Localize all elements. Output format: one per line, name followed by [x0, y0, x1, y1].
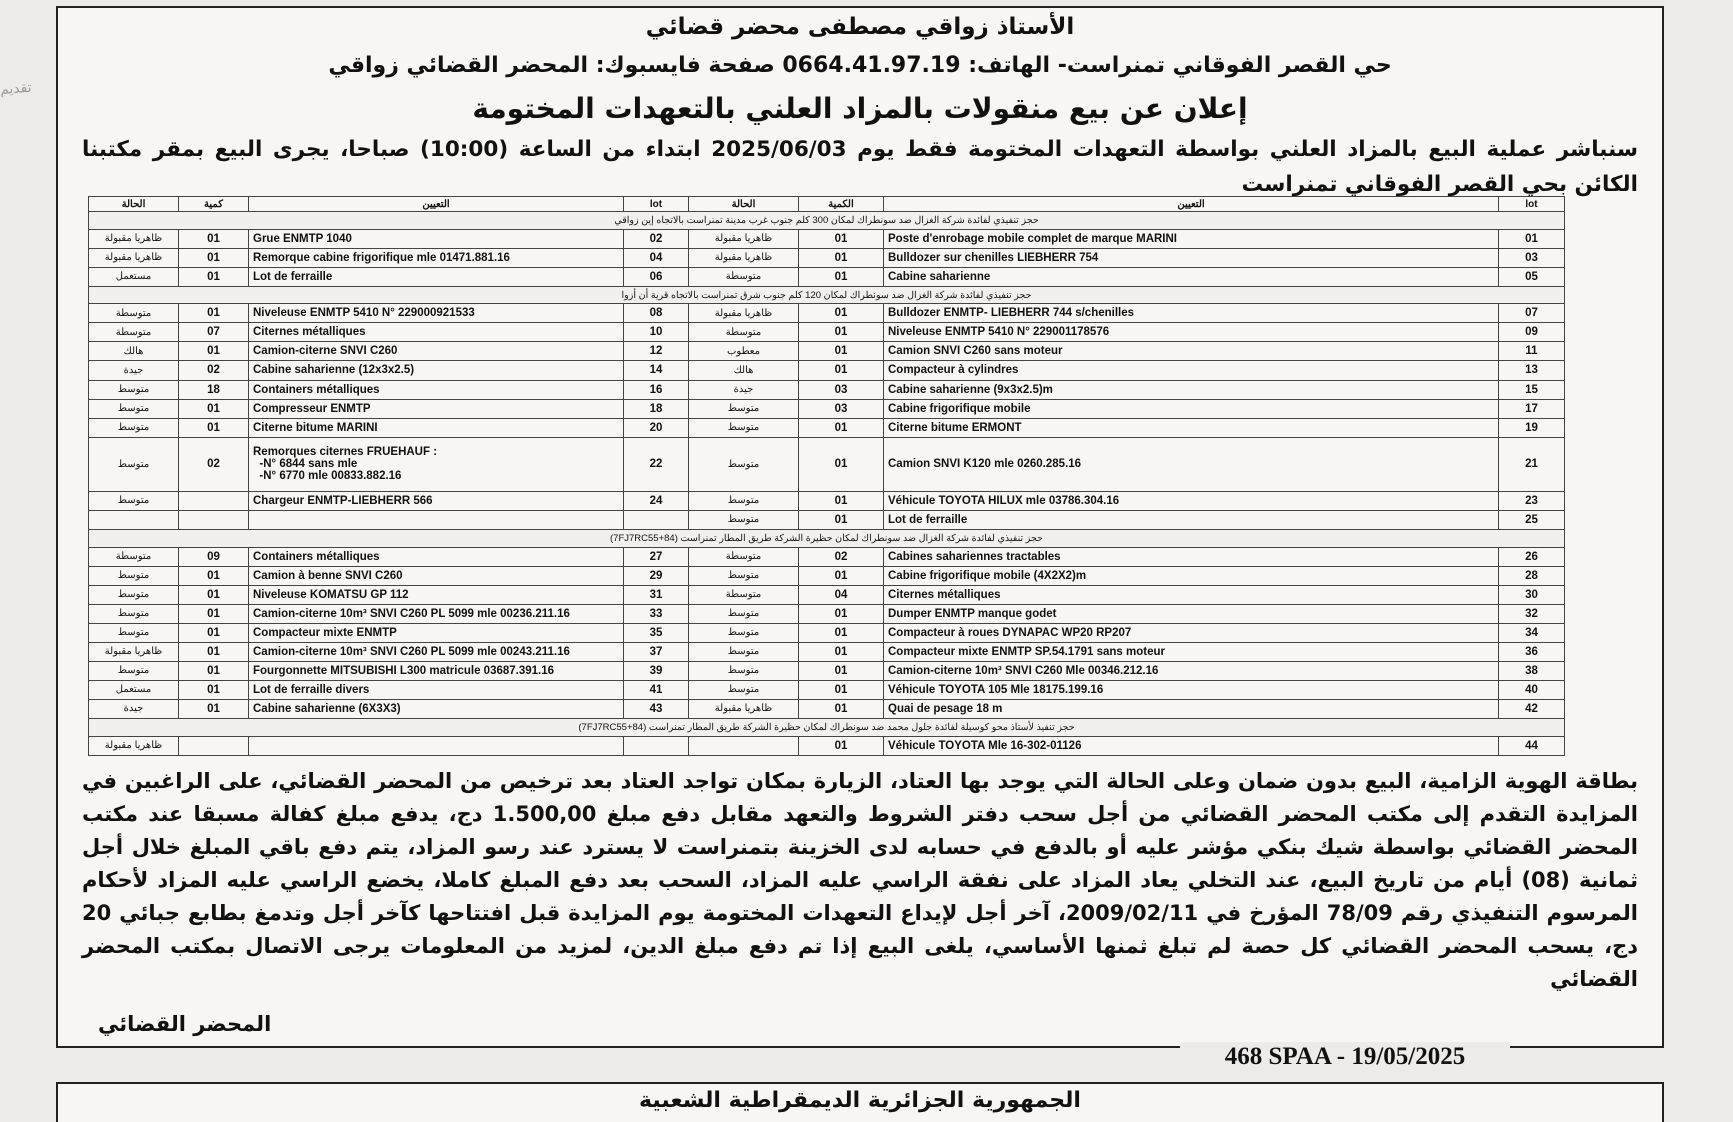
intro-paragraph: سنباشر عملية البيع بالمزاد العلني بواسطة التعهدات المختومة فقط يوم 2025/06/03 ابتداء من الساعة (10:00) صباحا، يجرى البيع بمقر مكتبنا الكائن بحي القصر الفوقاني تمنراست	[82, 137, 1638, 197]
cell-qty-right: 01	[799, 510, 884, 529]
cell-qty-left	[179, 510, 249, 529]
cell-designation-left: Fourgonnette MITSUBISHI L300 matricule 03687.391.16	[249, 661, 624, 680]
cell-qty-left: 01	[179, 642, 249, 661]
cell-lot-right: 01	[1499, 229, 1565, 248]
cell-lot-right: 17	[1499, 399, 1565, 418]
notice-title: إعلان عن بيع منقولات بالمزاد العلني بالتعهدات المختومة	[472, 92, 1248, 125]
cell-state-right: هالك	[689, 361, 799, 380]
cell-state-left: ظاهريا مقبولة	[89, 736, 179, 755]
cell-lot-left: 33	[624, 604, 689, 623]
cell-lot-right: 15	[1499, 380, 1565, 399]
next-notice-title: الجمهورية الجزائرية الديمقراطية الشعبية	[639, 1088, 1081, 1113]
cell-lot-right: 23	[1499, 491, 1565, 510]
cell-state-right: متوسطة	[689, 267, 799, 286]
table-header-row	[89, 197, 1565, 212]
cell-lot-left: 39	[624, 661, 689, 680]
cell-qty-right: 01	[799, 491, 884, 510]
cell-designation-right: Niveleuse ENMTP 5410 N° 229001178576	[884, 323, 1499, 342]
cell-designation-right: Bulldozer ENMTP- LIEBHERR 744 s/chenilles	[884, 304, 1499, 323]
cell-lot-left: 37	[624, 642, 689, 661]
cell-designation-right: Cabines sahariennes tractables	[884, 547, 1499, 566]
cell-lot-left: 31	[624, 585, 689, 604]
cell-designation-right: Camion-citerne 10m³ SNVI C260 Mle 00346.212.16	[884, 661, 1499, 680]
cell-qty-right: 02	[799, 547, 884, 566]
cell-lot-left: 18	[624, 399, 689, 418]
cell-lot-right: 42	[1499, 699, 1565, 718]
cell-designation-left: Citerne bitume MARINI	[249, 418, 624, 437]
section-row	[89, 530, 1565, 548]
cell-qty-left: 01	[179, 623, 249, 642]
cell-lot-right: 28	[1499, 566, 1565, 585]
cell-state-right	[689, 736, 799, 755]
cell-designation-right: Quai de pesage 18 m	[884, 699, 1499, 718]
table-row	[89, 585, 1565, 604]
cell-state-left: متوسط	[89, 380, 179, 399]
publication-reference: 468 SPAA - 19/05/2025	[1180, 1042, 1510, 1072]
cell-state-left	[89, 510, 179, 529]
table-row	[89, 699, 1565, 718]
cell-designation-right: Camion SNVI C260 sans moteur	[884, 342, 1499, 361]
cell-qty-left: 01	[179, 680, 249, 699]
cell-state-left: متوسط	[89, 566, 179, 585]
cell-designation-left: Remorques citernes FRUEHAUF : -N° 6844 sans mle -N° 6770 mle 00833.882.16	[249, 437, 624, 491]
cell-qty-left: 09	[179, 547, 249, 566]
cell-state-right: جيدة	[689, 380, 799, 399]
cell-lot-right: 40	[1499, 680, 1565, 699]
cell-lot-right: 34	[1499, 623, 1565, 642]
cell-lot-left: 16	[624, 380, 689, 399]
table-row	[89, 304, 1565, 323]
cell-qty-right: 01	[799, 267, 884, 286]
cell-lot-right: 03	[1499, 248, 1565, 267]
col-designation-left: التعيين	[249, 197, 624, 212]
cell-designation-left	[249, 510, 624, 529]
cell-lot-right: 26	[1499, 547, 1565, 566]
cell-qty-right: 01	[799, 604, 884, 623]
cell-state-right: متوسطة	[689, 585, 799, 604]
cell-lot-left: 14	[624, 361, 689, 380]
margin-fragment	[0, 80, 56, 140]
cell-qty-right: 01	[799, 623, 884, 642]
cell-state-right: ظاهريا مقبولة	[689, 304, 799, 323]
cell-lot-right: 32	[1499, 604, 1565, 623]
cell-designation-left: Camion-citerne SNVI C260	[249, 342, 624, 361]
cell-lot-left: 29	[624, 566, 689, 585]
cell-designation-right: Citerne bitume ERMONT	[884, 418, 1499, 437]
cell-lot-left: 08	[624, 304, 689, 323]
cell-state-right: معطوب	[689, 342, 799, 361]
cell-lot-left: 41	[624, 680, 689, 699]
cell-lot-left	[624, 736, 689, 755]
cell-designation-left: Cabine saharienne (12x3x2.5)	[249, 361, 624, 380]
cell-state-left: متوسط	[89, 399, 179, 418]
lots-table-wrapper	[88, 196, 1564, 756]
cell-state-left: مستعمل	[89, 267, 179, 286]
cell-state-left: متوسط	[89, 623, 179, 642]
table-row	[89, 437, 1565, 491]
cell-qty-right: 01	[799, 736, 884, 755]
cell-state-left: متوسط	[89, 585, 179, 604]
cell-designation-left: Remorque cabine frigorifique mle 01471.881.16	[249, 248, 624, 267]
cell-designation-left: Containers métalliques	[249, 547, 624, 566]
section-caption: حجز تنفيذي لفائدة شركة الغزال ضد سونطراك لمكان 300 كلم جنوب غرب مدينة تمنراست بالاتجاه إين زواقي	[89, 212, 1565, 230]
cell-qty-right: 01	[799, 304, 884, 323]
cell-qty-right: 01	[799, 699, 884, 718]
section-row	[89, 212, 1565, 230]
cell-state-right: متوسط	[689, 642, 799, 661]
cell-state-right: ظاهريا مقبولة	[689, 699, 799, 718]
cell-state-right: متوسط	[689, 623, 799, 642]
cell-qty-left: 01	[179, 699, 249, 718]
cell-lot-left: 24	[624, 491, 689, 510]
col-state-left: الحالة	[89, 197, 179, 212]
table-row	[89, 418, 1565, 437]
cell-designation-left: Cabine saharienne (6X3X3)	[249, 699, 624, 718]
cell-lot-left: 43	[624, 699, 689, 718]
table-row	[89, 547, 1565, 566]
cell-state-left: جيدة	[89, 361, 179, 380]
cell-designation-right: Compacteur à roues DYNAPAC WP20 RP207	[884, 623, 1499, 642]
cell-lot-left: 12	[624, 342, 689, 361]
cell-designation-left: Containers métalliques	[249, 380, 624, 399]
cell-qty-right: 01	[799, 248, 884, 267]
cell-state-right: متوسط	[689, 661, 799, 680]
col-lot-left: lot	[624, 197, 689, 212]
cell-state-left: متوسطة	[89, 304, 179, 323]
table-row	[89, 680, 1565, 699]
cell-qty-right: 03	[799, 380, 884, 399]
cell-lot-left: 04	[624, 248, 689, 267]
cell-state-left: ظاهريا مقبولة	[89, 642, 179, 661]
section-row	[89, 286, 1565, 304]
lots-table	[88, 196, 1565, 756]
margin-text: تقديم	[0, 79, 33, 98]
cell-designation-right: Lot de ferraille	[884, 510, 1499, 529]
table-row	[89, 323, 1565, 342]
cell-qty-left	[179, 491, 249, 510]
cell-designation-right: Compacteur mixte ENMTP SP.54.1791 sans moteur	[884, 642, 1499, 661]
col-lot-right: lot	[1499, 197, 1565, 212]
cell-qty-left: 01	[179, 304, 249, 323]
cell-qty-right: 01	[799, 361, 884, 380]
cell-lot-right: 21	[1499, 437, 1565, 491]
cell-qty-left: 02	[179, 437, 249, 491]
cell-qty-left: 01	[179, 585, 249, 604]
section-caption: حجز تنفيذي لفائدة شركة الغزال ضد سونطراك لمكان حظيرة الشركة طريق المطار تمنراست (7FJ7RC55+84)	[89, 530, 1565, 548]
auction-notice	[56, 6, 1664, 1048]
cell-lot-right: 36	[1499, 642, 1565, 661]
cell-qty-right: 04	[799, 585, 884, 604]
cell-qty-left: 01	[179, 418, 249, 437]
cell-qty-right: 01	[799, 680, 884, 699]
cell-designation-left: Niveleuse KOMATSU GP 112	[249, 585, 624, 604]
cell-designation-right: Véhicule TOYOTA Mle 16-302-01126	[884, 736, 1499, 755]
section-caption: حجز تنفيذي لفائدة شركة الغزال ضد سونطراك لمكان 120 كلم جنوب شرق تمنراست بالاتجاه قرية أن أزوا	[89, 286, 1565, 304]
cell-state-right: متوسطة	[689, 547, 799, 566]
cell-lot-right: 07	[1499, 304, 1565, 323]
cell-qty-left: 02	[179, 361, 249, 380]
cell-designation-left: Grue ENMTP 1040	[249, 229, 624, 248]
cell-state-left: مستعمل	[89, 680, 179, 699]
cell-state-left: جيدة	[89, 699, 179, 718]
cell-designation-left: Citernes métalliques	[249, 323, 624, 342]
cell-designation-left: Compresseur ENMTP	[249, 399, 624, 418]
cell-designation-right: Cabine saharienne	[884, 267, 1499, 286]
lots-table-body	[89, 212, 1565, 756]
cell-state-right: ظاهريا مقبولة	[689, 248, 799, 267]
cell-designation-left: Chargeur ENMTP-LIEBHERR 566	[249, 491, 624, 510]
table-row	[89, 248, 1565, 267]
cell-lot-left	[624, 510, 689, 529]
table-row	[89, 361, 1565, 380]
col-qty-left: كمية	[179, 197, 249, 212]
bailiff-address: حي القصر الفوقاني تمنراست- الهاتف: 0664.41.97.19 صفحة فايسبوك: المحضر القضائي زواقي	[328, 53, 1392, 78]
cell-designation-left: Niveleuse ENMTP 5410 N° 229000921533	[249, 304, 624, 323]
cell-lot-right: 11	[1499, 342, 1565, 361]
cell-designation-right: Véhicule TOYOTA HILUX mle 03786.304.16	[884, 491, 1499, 510]
table-row	[89, 399, 1565, 418]
cell-lot-right: 13	[1499, 361, 1565, 380]
cell-lot-right: 19	[1499, 418, 1565, 437]
cell-qty-right: 01	[799, 437, 884, 491]
table-row	[89, 736, 1565, 755]
col-qty-right: الكمية	[799, 197, 884, 212]
cell-state-left: متوسط	[89, 661, 179, 680]
cell-lot-left: 20	[624, 418, 689, 437]
table-row	[89, 229, 1565, 248]
section-row	[89, 719, 1565, 737]
cell-designation-left: Lot de ferraille	[249, 267, 624, 286]
table-row	[89, 342, 1565, 361]
cell-state-right: متوسط	[689, 566, 799, 585]
cell-designation-right: Cabine saharienne (9x3x2.5)m	[884, 380, 1499, 399]
table-row	[89, 623, 1565, 642]
cell-designation-right: Cabine frigorifique mobile	[884, 399, 1499, 418]
cell-qty-right: 01	[799, 642, 884, 661]
cell-designation-left: Lot de ferraille divers	[249, 680, 624, 699]
cell-qty-right: 03	[799, 399, 884, 418]
cell-qty-left: 01	[179, 267, 249, 286]
cell-qty-right: 01	[799, 229, 884, 248]
table-row	[89, 267, 1565, 286]
table-row	[89, 380, 1565, 399]
cell-state-left: ظاهريا مقبولة	[89, 248, 179, 267]
cell-lot-left: 10	[624, 323, 689, 342]
cell-designation-right: Cabine frigorifique mobile (4X2X2)m	[884, 566, 1499, 585]
cell-qty-right: 01	[799, 342, 884, 361]
signature: المحضر القضائي	[98, 1012, 272, 1036]
cell-qty-left: 01	[179, 248, 249, 267]
cell-lot-right: 38	[1499, 661, 1565, 680]
table-row	[89, 604, 1565, 623]
cell-state-right: متوسطة	[689, 323, 799, 342]
cell-state-right: متوسط	[689, 437, 799, 491]
cell-lot-left: 22	[624, 437, 689, 491]
table-row	[89, 566, 1565, 585]
next-notice	[56, 1082, 1664, 1122]
cell-lot-left: 27	[624, 547, 689, 566]
table-row	[89, 642, 1565, 661]
cell-designation-right: Compacteur à cylindres	[884, 361, 1499, 380]
cell-lot-left: 06	[624, 267, 689, 286]
cell-designation-right: Dumper ENMTP manque godet	[884, 604, 1499, 623]
cell-designation-left: Compacteur mixte ENMTP	[249, 623, 624, 642]
cell-state-left: متوسط	[89, 604, 179, 623]
bailiff-name: الأستاذ زواقي مصطفى محضر قضائي	[645, 14, 1075, 40]
cell-qty-left: 01	[179, 399, 249, 418]
cell-state-right: متوسط	[689, 399, 799, 418]
cell-qty-left: 07	[179, 323, 249, 342]
cell-state-right: متوسط	[689, 604, 799, 623]
cell-state-right: ظاهريا مقبولة	[689, 229, 799, 248]
cell-lot-right: 30	[1499, 585, 1565, 604]
cell-lot-right: 09	[1499, 323, 1565, 342]
cell-designation-right: Poste d'enrobage mobile complet de marque MARINI	[884, 229, 1499, 248]
cell-designation-left: Camion à benne SNVI C260	[249, 566, 624, 585]
cell-lot-left: 02	[624, 229, 689, 248]
cell-qty-left: 18	[179, 380, 249, 399]
section-caption: حجز تنفيذ لأستاذ محو كوسيلة لفائدة جلول محمد ضد سونطراك لمكان حظيرة الشركة طريق المطار تمنراست (7FJ7RC55+84)	[89, 719, 1565, 737]
table-row	[89, 510, 1565, 529]
cell-designation-left: Camion-citerne 10m³ SNVI C260 PL 5099 mle 00236.211.16	[249, 604, 624, 623]
cell-designation-right: Véhicule TOYOTA 105 Mle 18175.199.16	[884, 680, 1499, 699]
cell-designation-left	[249, 736, 624, 755]
cell-state-left: متوسط	[89, 491, 179, 510]
cell-state-left: ظاهريا مقبولة	[89, 229, 179, 248]
cell-lot-left: 35	[624, 623, 689, 642]
table-row	[89, 491, 1565, 510]
cell-qty-left: 01	[179, 604, 249, 623]
cell-state-right: متوسط	[689, 510, 799, 529]
cell-qty-right: 01	[799, 661, 884, 680]
cell-designation-right: Camion SNVI K120 mle 0260.285.16	[884, 437, 1499, 491]
cell-state-left: متوسط	[89, 437, 179, 491]
cell-state-right: متوسط	[689, 680, 799, 699]
cell-qty-left: 01	[179, 229, 249, 248]
cell-designation-right: Bulldozer sur chenilles LIEBHERR 754	[884, 248, 1499, 267]
cell-qty-right: 01	[799, 323, 884, 342]
cell-state-left: هالك	[89, 342, 179, 361]
cell-qty-left: 01	[179, 566, 249, 585]
col-designation-right: التعيين	[884, 197, 1499, 212]
cell-designation-right: Citernes métalliques	[884, 585, 1499, 604]
cell-qty-right: 01	[799, 566, 884, 585]
cell-qty-left: 01	[179, 661, 249, 680]
table-row	[89, 661, 1565, 680]
cell-lot-right: 44	[1499, 736, 1565, 755]
cell-state-left: متوسط	[89, 418, 179, 437]
cell-qty-left: 01	[179, 342, 249, 361]
cell-qty-right: 01	[799, 418, 884, 437]
cell-designation-left: Camion-citerne 10m³ SNVI C260 PL 5099 mle 00243.211.16	[249, 642, 624, 661]
cell-lot-right: 05	[1499, 267, 1565, 286]
conditions-paragraph: بطاقة الهوية الزامية، البيع بدون ضمان وعلى الحالة التي يوجد بها العتاد، الزيارة بمكان تواجد العتاد بعد ترخيص من المحضر القضائي، على الراغبين في المزايدة التقدم إلى مكتب المحضر القضائي من أجل سحب دفتر الشروط والتعهد مقابل دفع مبلغ 1.500,00 دج، يدفع مبلغ كفالة مسبقا عند مكتب المحضر القضائي بواسطة شيك بنكي مؤشر عليه أو بالدفع في حسابه لدى الخزينة بتمنراست لا يسترد عند رسو المزاد، يتم دفع باقي المبلغ خلال أجل ثمانية (08) أيام من تاريخ البيع، عند التخلي يعاد المزاد على نفقة الراسي عليه المزاد، السحب بعد دفع المبلغ كاملا، يخضع الراسي عليه المزاد لأحكام المرسوم التنفيذي رقم 78/09 المؤرخ في 2009/02/11، آخر أجل لإيداع التعهدات المختومة يوم المزايدة قبل افتتاحها كآخر أجل وتدمغ بطابع جبائي 20 دج، يسحب المحضر القضائي كل حصة لم تبلغ ثمنها الأساسي، يلغى البيع إذا تم دفع مبلغ الدين، لمزيد من المعلومات يرجى الاتصال بمكتب المحضر القضائي	[82, 769, 1638, 991]
cell-state-left: متوسطة	[89, 323, 179, 342]
cell-qty-left	[179, 736, 249, 755]
col-state-right: الحالة	[689, 197, 799, 212]
cell-state-right: متوسط	[689, 491, 799, 510]
cell-state-right: متوسط	[689, 418, 799, 437]
cell-state-left: متوسطة	[89, 547, 179, 566]
cell-lot-right: 25	[1499, 510, 1565, 529]
